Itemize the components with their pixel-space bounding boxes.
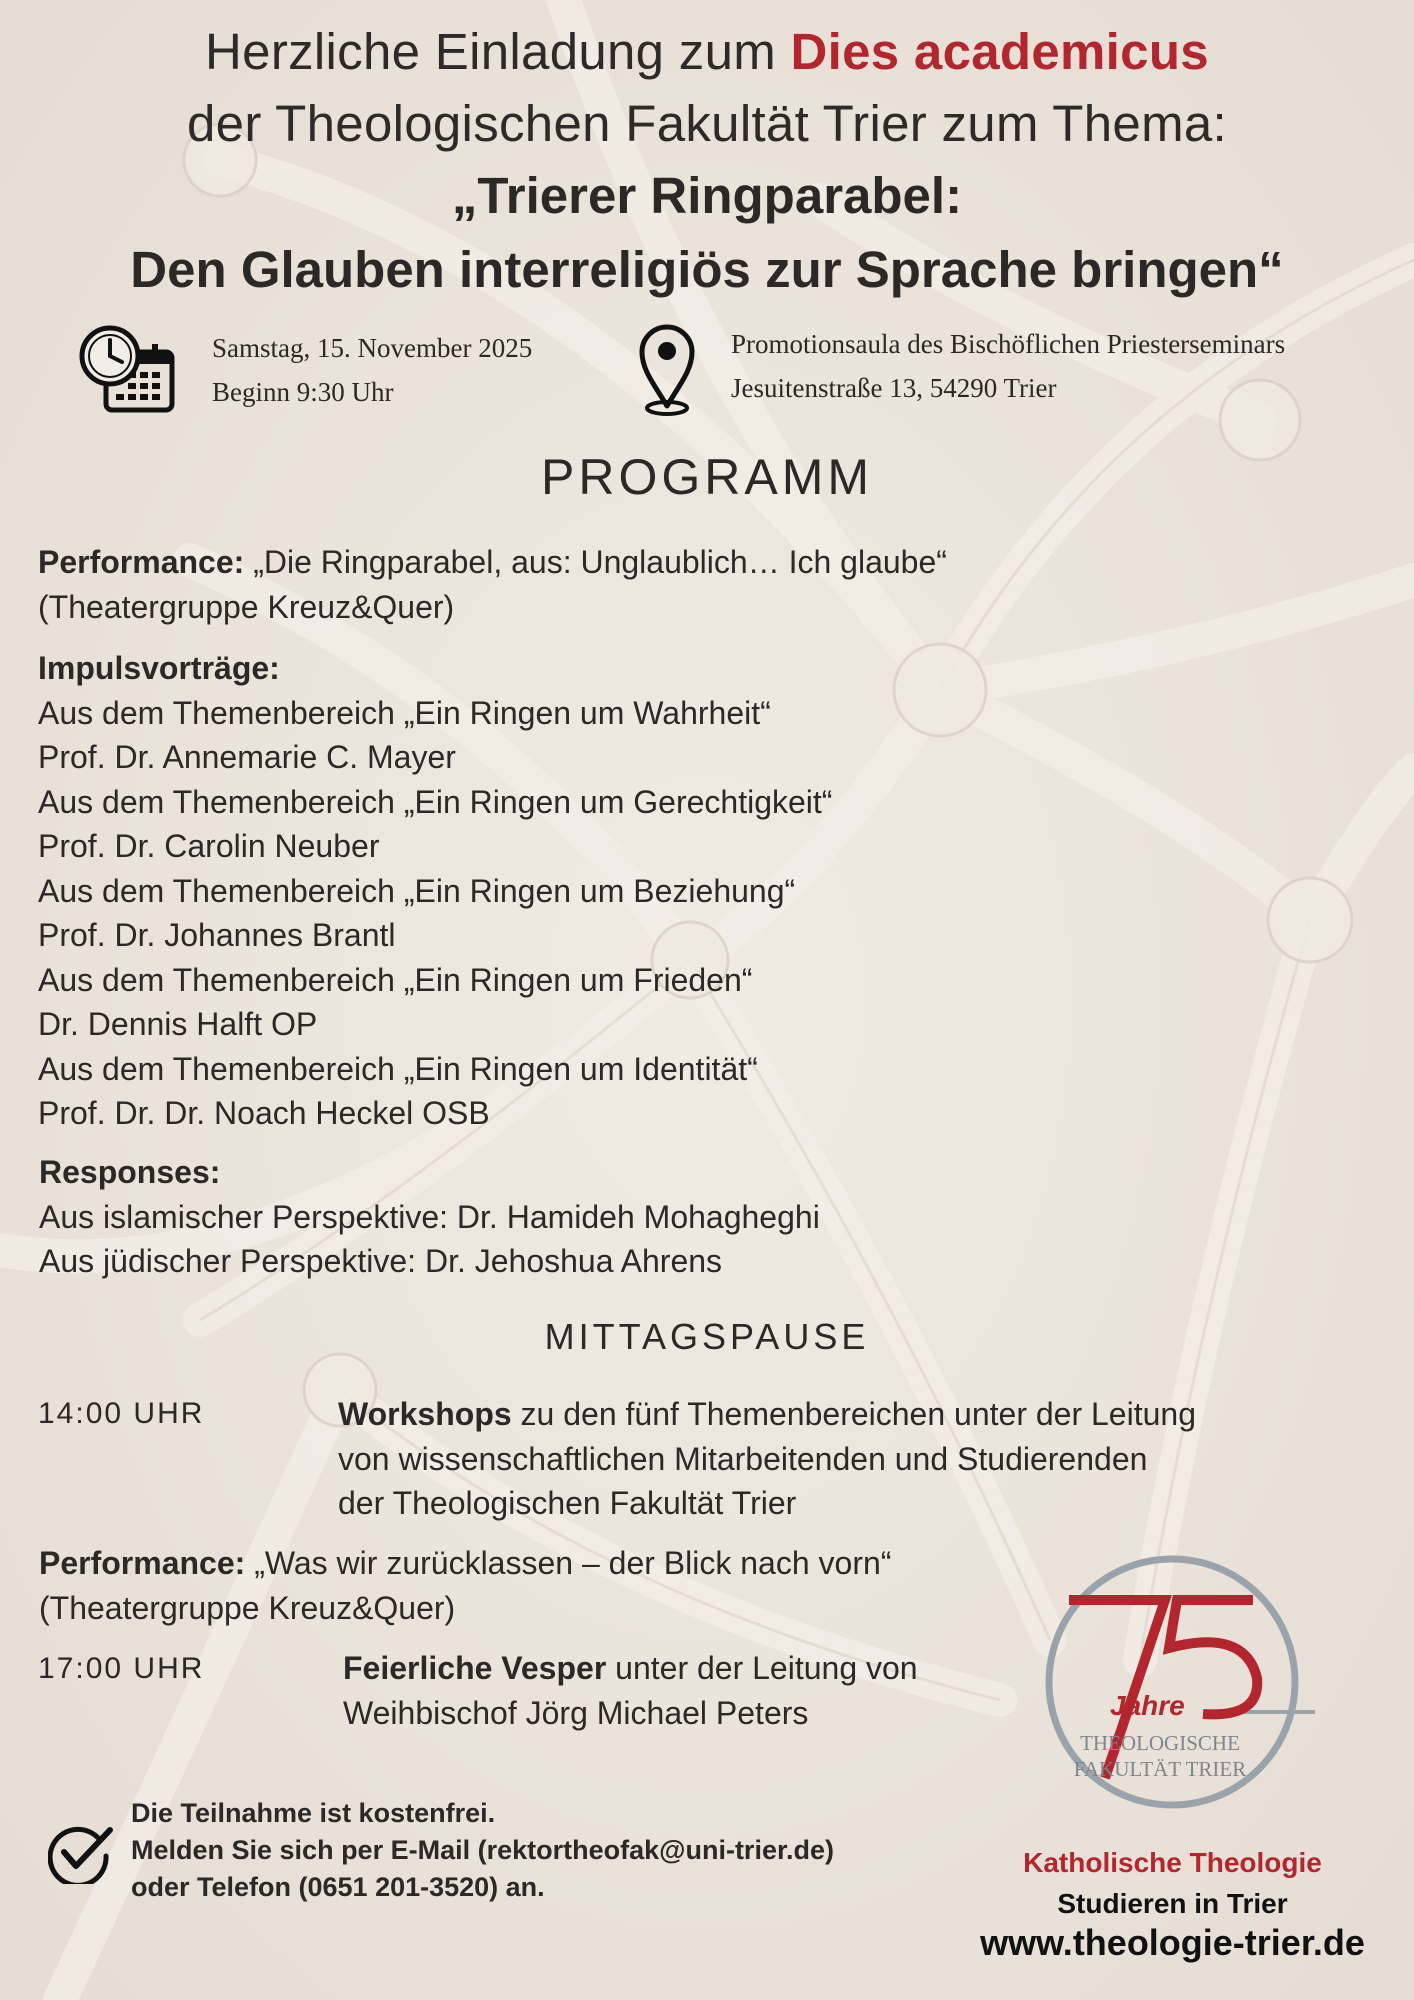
event-location: [731, 322, 1285, 410]
responses-label: Responses:: [39, 1154, 221, 1190]
performance-1-text: „Die Ringparabel, aus: Unglaublich… Ich glaube“: [244, 544, 947, 580]
talk-speaker: Prof. Dr. Johannes Brantl: [38, 917, 396, 953]
response-item: Aus jüdischer Perspektive: Dr. Jehoshua Ahrens: [39, 1243, 723, 1279]
clock-calendar-icon: [78, 322, 178, 421]
talk-speaker: Prof. Dr. Dr. Noach Heckel OSB: [38, 1095, 490, 1131]
performance-2: [39, 1541, 891, 1630]
header-line-2: der Theologischen Fakultät Trier zum Thema:: [187, 95, 1227, 152]
note-line-2: Melden Sie sich per E-Mail (rektortheofak@uni-trier.de): [131, 1835, 834, 1865]
performance-1: [38, 540, 947, 629]
logo-jahre: Jahre: [1110, 1690, 1185, 1721]
event-address: Jesuitenstraße 13, 54290 Trier: [731, 373, 1057, 403]
vesper-time: 17:00 UHR: [38, 1652, 205, 1685]
vesper-label: Feierliche Vesper: [343, 1650, 607, 1686]
logo-line-2: FAKULTÄT TRIER: [1073, 1757, 1247, 1781]
logo-faculty-name: [1060, 1730, 1260, 1782]
performance-2-label: Performance:: [39, 1545, 246, 1581]
vesper-description: [343, 1646, 918, 1735]
title-line-1: „Trierer Ringparabel:: [451, 167, 963, 224]
note-line-3: oder Telefon (0651 201-3520) an.: [131, 1872, 545, 1902]
brand-red-line: Katholische Theologie: [1023, 1847, 1322, 1878]
workshop-time: 14:00 UHR: [38, 1397, 205, 1430]
checkmark-circle-icon: [48, 1822, 114, 1889]
header-prefix: Herzliche Einladung zum: [205, 23, 791, 80]
vesper-line-2: Weihbischof Jörg Michael Peters: [343, 1694, 809, 1731]
performance-2-text: „Was wir zurücklassen – der Blick nach vorn“: [245, 1545, 892, 1581]
talk-topic: Aus dem Themenbereich „Ein Ringen um Identität“: [38, 1050, 758, 1087]
event-start: Beginn 9:30 Uhr: [212, 377, 394, 407]
logo-line-1: THEOLOGISCHE: [1080, 1731, 1240, 1755]
talk-topic: Aus dem Themenbereich „Ein Ringen um Frieden“: [38, 961, 753, 998]
brand-black-line: Studieren in Trier: [1057, 1888, 1288, 1919]
header-line-1: [0, 22, 1414, 81]
faculty-75-logo: [1025, 1550, 1345, 1825]
talk-topic: Aus dem Themenbereich „Ein Ringen um Beziehung“: [38, 872, 796, 909]
event-date: Samstag, 15. November 2025: [212, 333, 533, 363]
talk-speaker: Prof. Dr. Annemarie C. Mayer: [38, 739, 456, 775]
workshop-description: [338, 1392, 1196, 1526]
workshop-line-3: der Theologischen Fakultät Trier: [338, 1485, 797, 1521]
event-venue: Promotionsaula des Bischöflichen Priesterseminars: [731, 329, 1286, 359]
performance-1-label: Performance:: [38, 544, 245, 580]
impulse-label: Impulsvorträge:: [38, 650, 280, 686]
response-item: Aus islamischer Perspektive: Dr. Hamideh Mohagheghi: [39, 1198, 820, 1235]
workshop-label: Workshops: [338, 1396, 512, 1432]
lunch-break: MITTAGSPAUSE: [544, 1316, 870, 1357]
header-accent: Dies academicus: [790, 23, 1209, 80]
program-title: PROGRAMM: [541, 449, 873, 505]
title-line-2: Den Glauben interreligiös zur Sprache bringen“: [130, 241, 1284, 298]
impulse-talks: [38, 646, 832, 1136]
talk-topic: Aus dem Themenbereich „Ein Ringen um Wahrheit“: [38, 694, 771, 731]
map-pin-icon: [636, 322, 698, 421]
event-datetime: [212, 326, 532, 414]
performance-2-group: (Theatergruppe Kreuz&Quer): [39, 1589, 456, 1626]
talk-topic: Aus dem Themenbereich „Ein Ringen um Gerechtigkeit“: [38, 783, 833, 820]
talk-speaker: Prof. Dr. Carolin Neuber: [38, 828, 380, 864]
registration-note: [131, 1795, 834, 1906]
workshop-line-2: von wissenschaftlichen Mitarbeitenden und Studierenden: [338, 1440, 1148, 1477]
responses: [39, 1150, 820, 1284]
performance-1-group: (Theatergruppe Kreuz&Quer): [38, 588, 455, 625]
note-line-1: Die Teilnahme ist kostenfrei.: [131, 1798, 496, 1828]
workshop-line-1: zu den fünf Themenbereichen unter der Leitung: [511, 1396, 1196, 1432]
vesper-line-1: unter der Leitung von: [606, 1650, 918, 1686]
website-url: www.theologie-trier.de: [980, 1922, 1365, 1963]
talk-speaker: Dr. Dennis Halft OP: [38, 1006, 318, 1042]
